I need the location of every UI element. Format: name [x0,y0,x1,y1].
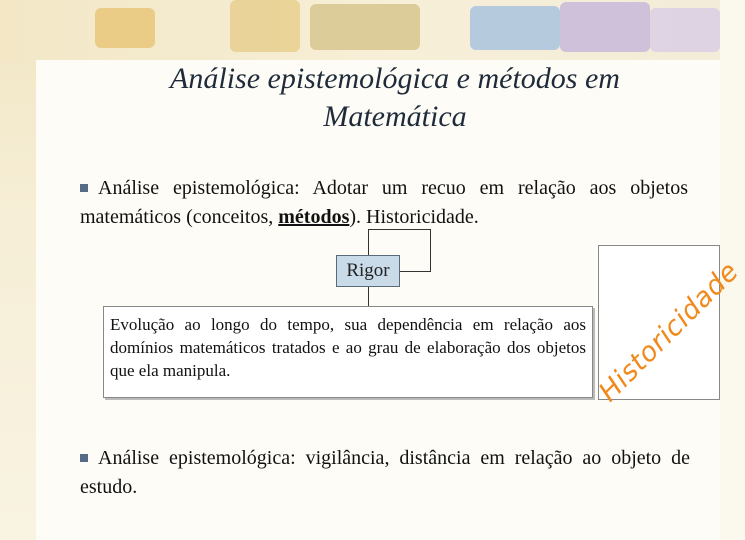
rigor-box: Rigor [336,255,400,287]
evolution-box: Evolução ao longo do tempo, sua dependência em relação aos domínios matemáticos tratados e ao grau de elaboração dos objetos que ela manipula. [103,306,593,398]
paragraph-vigilance [80,444,690,502]
historicidade-box [593,245,745,408]
bullet-square-icon [80,184,88,192]
connector-line [368,229,369,255]
paragraph-epistemological-analysis [80,174,688,232]
decorative-top-band [0,0,720,62]
decorative-leaf-shape [310,4,420,50]
paragraph1-emphasis: métodos [278,206,350,228]
connector-line [368,287,369,306]
decorative-left-band [0,0,40,540]
slide-title-line2: Matemática [323,100,467,133]
paragraph1-text-before: Análise epistemológica: Adotar um recuo em relação aos objetos matemáticos (conceitos, [80,177,688,228]
slide-title-line1: Análise epistemológica e métodos em [170,62,620,95]
decorative-leaf-shape [95,8,155,48]
bullet-square-icon [80,454,88,462]
decorative-leaf-shape [230,0,300,52]
decorative-leaf-shape [650,8,720,52]
paragraph1-text-after: ). Historicidade. [349,206,479,228]
slide-title [70,60,720,136]
decorative-leaf-shape [470,6,560,50]
historicidade-label: Historicidade [593,255,745,408]
paragraph2-text: Análise epistemológica: vigilância, distância em relação ao objeto de estudo. [80,447,690,498]
decorative-leaf-shape [560,2,650,52]
